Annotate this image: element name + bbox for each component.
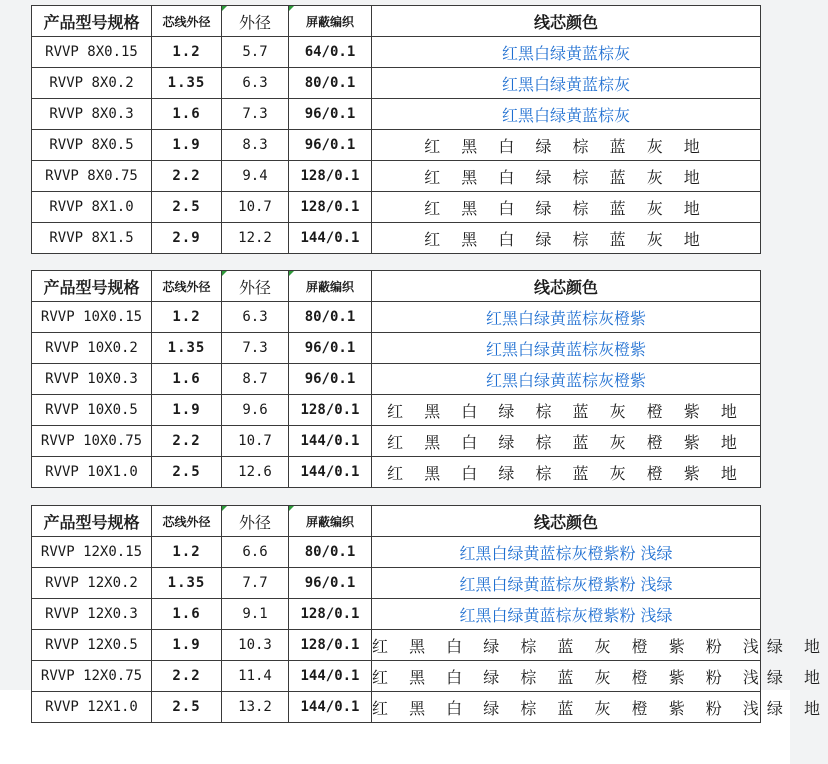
shield-cell: 128/0.1 bbox=[289, 630, 372, 661]
table-row bbox=[32, 37, 761, 68]
table-row bbox=[32, 68, 761, 99]
colors-cell: 红黑白绿黄蓝棕灰 bbox=[372, 68, 761, 99]
model-cell: RVVP 10X0.15 bbox=[32, 302, 152, 333]
model-cell: RVVP 8X0.75 bbox=[32, 161, 152, 192]
header-colors: 线芯颜色 bbox=[372, 6, 761, 37]
model-cell: RVVP 12X0.3 bbox=[32, 599, 152, 630]
colors-cell: 红黑白绿黄蓝棕灰橙紫粉 浅绿 bbox=[372, 599, 761, 630]
model-cell: RVVP 10X0.2 bbox=[32, 333, 152, 364]
colors-cell: 红黑白绿黄蓝棕灰橙紫粉 浅绿 bbox=[372, 537, 761, 568]
od-cell: 6.3 bbox=[222, 302, 289, 333]
shield-cell: 96/0.1 bbox=[289, 364, 372, 395]
core-od-cell: 1.9 bbox=[152, 630, 222, 661]
header-core-od: 芯线外径 bbox=[152, 271, 222, 302]
table-row bbox=[32, 161, 761, 192]
od-cell: 8.7 bbox=[222, 364, 289, 395]
core-od-cell: 2.2 bbox=[152, 161, 222, 192]
od-cell: 8.3 bbox=[222, 130, 289, 161]
table-row bbox=[32, 426, 761, 457]
colors-cell: 红黑白绿黄蓝棕灰橙紫粉 浅绿 bbox=[372, 568, 761, 599]
colors-cell: 红 黑 白 绿 棕 蓝 灰 橙 紫 地 bbox=[372, 426, 761, 457]
core-od-cell: 2.5 bbox=[152, 192, 222, 223]
model-cell: RVVP 8X0.5 bbox=[32, 130, 152, 161]
header-model: 产品型号规格 bbox=[32, 6, 152, 37]
core-od-cell: 1.9 bbox=[152, 130, 222, 161]
core-od-cell: 1.35 bbox=[152, 568, 222, 599]
model-cell: RVVP 8X1.0 bbox=[32, 192, 152, 223]
table-row bbox=[32, 99, 761, 130]
colors-cell: 红 黑 白 绿 棕 蓝 灰 橙 紫 地 bbox=[372, 457, 761, 488]
core-od-cell: 1.6 bbox=[152, 99, 222, 130]
shield-cell: 96/0.1 bbox=[289, 130, 372, 161]
od-cell: 6.3 bbox=[222, 68, 289, 99]
header-shield: 屏蔽编织 bbox=[289, 6, 372, 37]
core-od-cell: 1.2 bbox=[152, 302, 222, 333]
shield-cell: 80/0.1 bbox=[289, 68, 372, 99]
table-row bbox=[32, 661, 761, 692]
colors-cell: 红 黑 白 绿 棕 蓝 灰 地 bbox=[372, 161, 761, 192]
table-row bbox=[32, 457, 761, 488]
model-cell: RVVP 12X0.2 bbox=[32, 568, 152, 599]
header-model: 产品型号规格 bbox=[32, 506, 152, 537]
table-row bbox=[32, 630, 761, 661]
colors-cell: 红黑白绿黄蓝棕灰 bbox=[372, 37, 761, 68]
header-shield: 屏蔽编织 bbox=[289, 271, 372, 302]
model-cell: RVVP 8X0.2 bbox=[32, 68, 152, 99]
colors-cell: 红 黑 白 绿 棕 蓝 灰 橙 紫 粉 浅绿 地 bbox=[372, 661, 761, 692]
od-cell: 9.1 bbox=[222, 599, 289, 630]
model-cell: RVVP 10X0.3 bbox=[32, 364, 152, 395]
od-cell: 9.4 bbox=[222, 161, 289, 192]
table-row bbox=[32, 192, 761, 223]
core-od-cell: 2.2 bbox=[152, 661, 222, 692]
shield-cell: 128/0.1 bbox=[289, 599, 372, 630]
header-core-od: 芯线外径 bbox=[152, 506, 222, 537]
shield-cell: 128/0.1 bbox=[289, 161, 372, 192]
spec-table-8-core bbox=[31, 5, 761, 254]
colors-cell: 红黑白绿黄蓝棕灰 bbox=[372, 99, 761, 130]
spec-table-10-core bbox=[31, 270, 761, 488]
table-row bbox=[32, 223, 761, 254]
header-shield: 屏蔽编织 bbox=[289, 506, 372, 537]
table-header-row bbox=[32, 6, 761, 37]
shield-cell: 64/0.1 bbox=[289, 37, 372, 68]
header-od: 外径 bbox=[222, 506, 289, 537]
od-cell: 11.4 bbox=[222, 661, 289, 692]
od-cell: 12.6 bbox=[222, 457, 289, 488]
colors-cell: 红 黑 白 绿 棕 蓝 灰 地 bbox=[372, 223, 761, 254]
core-od-cell: 1.6 bbox=[152, 364, 222, 395]
model-cell: RVVP 12X0.15 bbox=[32, 537, 152, 568]
core-od-cell: 2.2 bbox=[152, 426, 222, 457]
model-cell: RVVP 10X0.75 bbox=[32, 426, 152, 457]
table-row bbox=[32, 568, 761, 599]
table-header-row bbox=[32, 271, 761, 302]
model-cell: RVVP 12X0.5 bbox=[32, 630, 152, 661]
shield-cell: 80/0.1 bbox=[289, 302, 372, 333]
od-cell: 12.2 bbox=[222, 223, 289, 254]
table-row bbox=[32, 364, 761, 395]
od-cell: 10.7 bbox=[222, 426, 289, 457]
shield-cell: 128/0.1 bbox=[289, 192, 372, 223]
colors-cell: 红 黑 白 绿 棕 蓝 灰 橙 紫 粉 浅绿 地 bbox=[372, 692, 761, 723]
core-od-cell: 1.35 bbox=[152, 68, 222, 99]
od-cell: 10.3 bbox=[222, 630, 289, 661]
core-od-cell: 2.9 bbox=[152, 223, 222, 254]
shield-cell: 96/0.1 bbox=[289, 568, 372, 599]
table-row bbox=[32, 692, 761, 723]
colors-cell: 红 黑 白 绿 棕 蓝 灰 橙 紫 粉 浅绿 地 bbox=[372, 630, 761, 661]
colors-cell: 红黑白绿黄蓝棕灰橙紫 bbox=[372, 302, 761, 333]
shield-cell: 144/0.1 bbox=[289, 457, 372, 488]
header-od: 外径 bbox=[222, 6, 289, 37]
table-row bbox=[32, 395, 761, 426]
model-cell: RVVP 12X1.0 bbox=[32, 692, 152, 723]
shield-cell: 144/0.1 bbox=[289, 223, 372, 254]
model-cell: RVVP 10X0.5 bbox=[32, 395, 152, 426]
core-od-cell: 1.2 bbox=[152, 537, 222, 568]
od-cell: 7.3 bbox=[222, 99, 289, 130]
od-cell: 6.6 bbox=[222, 537, 289, 568]
table-row bbox=[32, 130, 761, 161]
table-row bbox=[32, 302, 761, 333]
model-cell: RVVP 8X0.15 bbox=[32, 37, 152, 68]
model-cell: RVVP 10X1.0 bbox=[32, 457, 152, 488]
shield-cell: 128/0.1 bbox=[289, 395, 372, 426]
od-cell: 7.7 bbox=[222, 568, 289, 599]
od-cell: 9.6 bbox=[222, 395, 289, 426]
table-row bbox=[32, 599, 761, 630]
od-cell: 7.3 bbox=[222, 333, 289, 364]
core-od-cell: 1.35 bbox=[152, 333, 222, 364]
model-cell: RVVP 8X1.5 bbox=[32, 223, 152, 254]
shield-cell: 144/0.1 bbox=[289, 661, 372, 692]
shield-cell: 96/0.1 bbox=[289, 333, 372, 364]
header-colors: 线芯颜色 bbox=[372, 271, 761, 302]
colors-cell: 红 黑 白 绿 棕 蓝 灰 橙 紫 地 bbox=[372, 395, 761, 426]
colors-cell: 红 黑 白 绿 棕 蓝 灰 地 bbox=[372, 192, 761, 223]
core-od-cell: 2.5 bbox=[152, 457, 222, 488]
model-cell: RVVP 8X0.3 bbox=[32, 99, 152, 130]
header-core-od: 芯线外径 bbox=[152, 6, 222, 37]
header-od: 外径 bbox=[222, 271, 289, 302]
core-od-cell: 1.9 bbox=[152, 395, 222, 426]
colors-cell: 红黑白绿黄蓝棕灰橙紫 bbox=[372, 364, 761, 395]
shield-cell: 144/0.1 bbox=[289, 426, 372, 457]
colors-cell: 红黑白绿黄蓝棕灰橙紫 bbox=[372, 333, 761, 364]
header-colors: 线芯颜色 bbox=[372, 506, 761, 537]
core-od-cell: 2.5 bbox=[152, 692, 222, 723]
od-cell: 5.7 bbox=[222, 37, 289, 68]
header-model: 产品型号规格 bbox=[32, 271, 152, 302]
model-cell: RVVP 12X0.75 bbox=[32, 661, 152, 692]
table-header-row bbox=[32, 506, 761, 537]
table-row bbox=[32, 537, 761, 568]
shield-cell: 80/0.1 bbox=[289, 537, 372, 568]
od-cell: 13.2 bbox=[222, 692, 289, 723]
shield-cell: 96/0.1 bbox=[289, 99, 372, 130]
spec-table-12-core bbox=[31, 505, 828, 723]
core-od-cell: 1.2 bbox=[152, 37, 222, 68]
shield-cell: 144/0.1 bbox=[289, 692, 372, 723]
table-row bbox=[32, 333, 761, 364]
core-od-cell: 1.6 bbox=[152, 599, 222, 630]
od-cell: 10.7 bbox=[222, 192, 289, 223]
colors-cell: 红 黑 白 绿 棕 蓝 灰 地 bbox=[372, 130, 761, 161]
